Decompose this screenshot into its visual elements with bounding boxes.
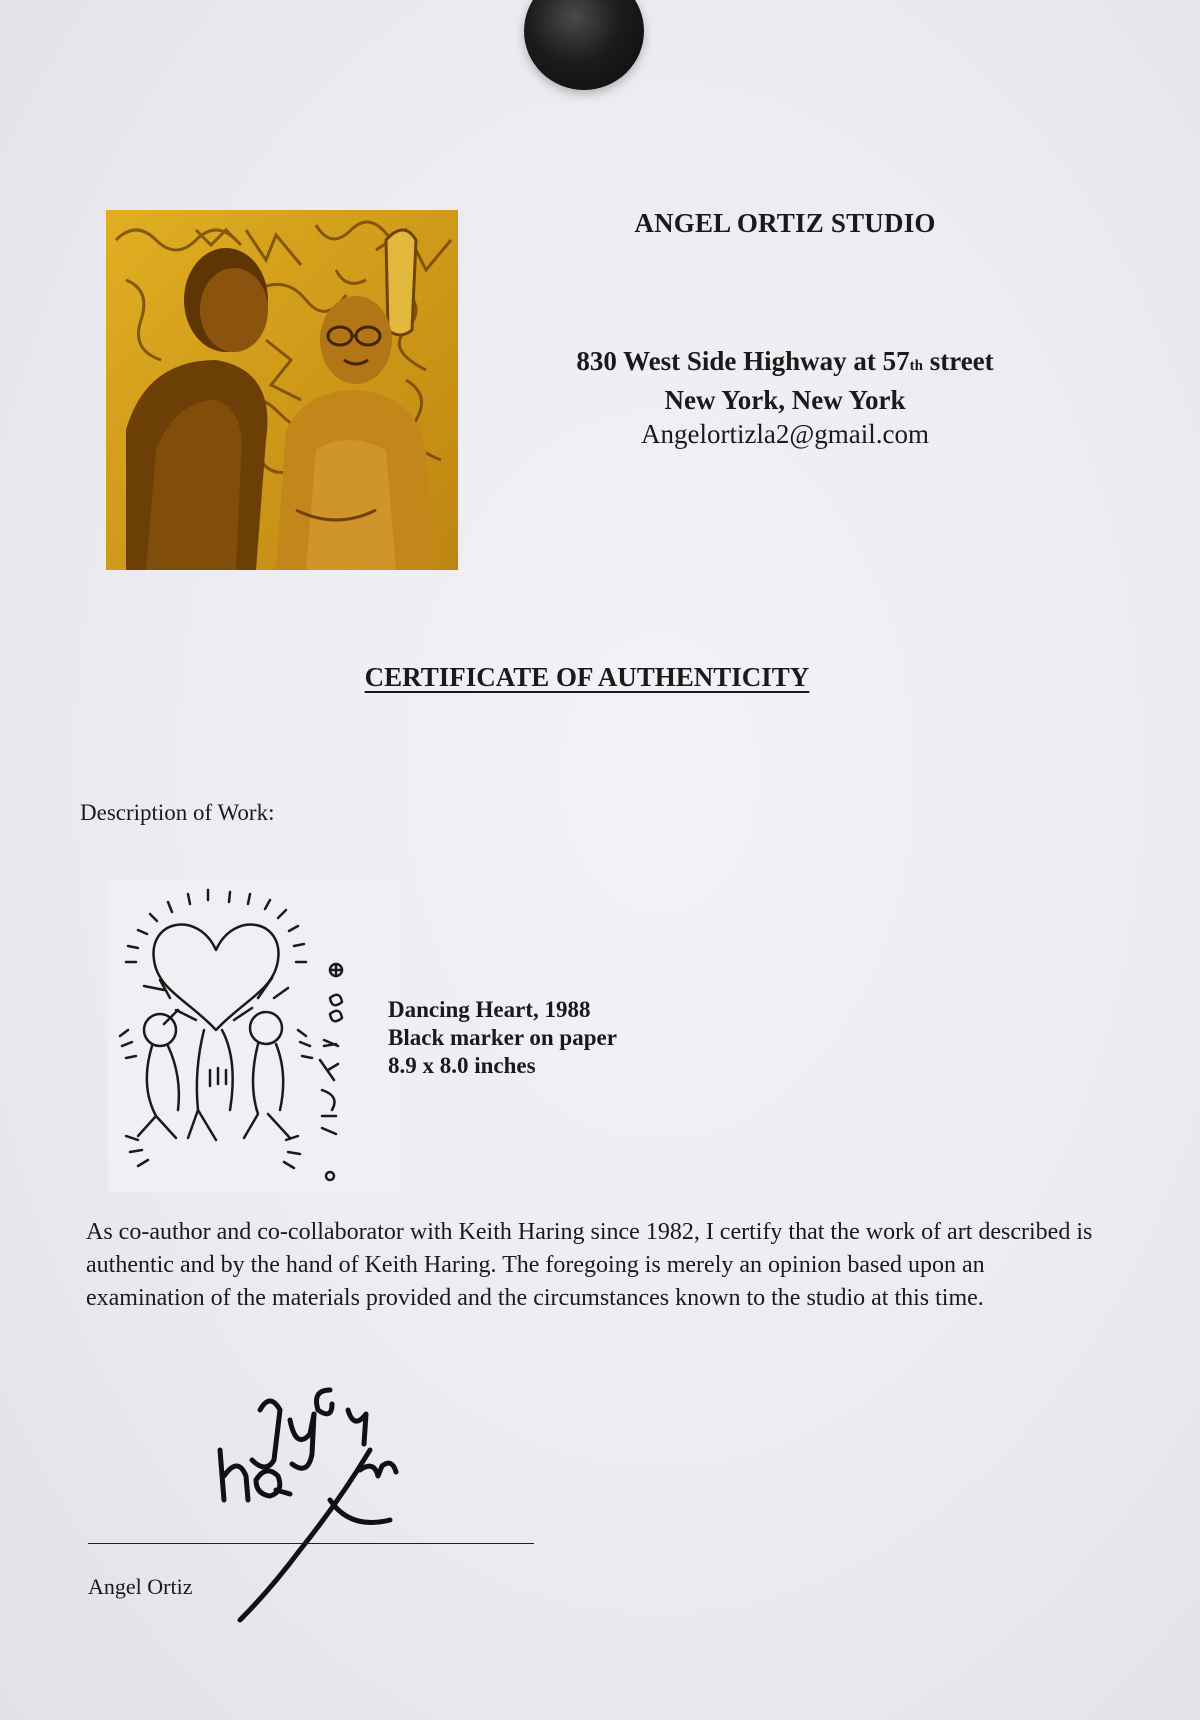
certification-statement: As co-author and co-collaborator with Keith Haring since 1982, I certify that the work of art described is authentic and by the hand of Keith Haring. The foregoing is merely an opinion based upon an examination of the materials provided and the circumstances known to the studio at this time. (86, 1219, 1093, 1311)
handwritten-signature (210, 1380, 440, 1630)
address-street: 830 West Side Highway at 57 (576, 346, 910, 376)
studio-address (520, 344, 1050, 451)
address-city: New York, New York (664, 385, 906, 415)
address-street-tail: street (922, 346, 994, 376)
work-dimensions: 8.9 x 8.0 inches (388, 1053, 536, 1078)
work-details (388, 996, 617, 1080)
studio-photo (106, 210, 458, 570)
address-street-line (520, 344, 1050, 383)
certificate-title: CERTIFICATE OF AUTHENTICITY (364, 662, 810, 692)
signature-line (88, 1543, 534, 1544)
studio-email: Angelortizla2@gmail.com (640, 419, 930, 449)
signature-drawing (210, 1380, 440, 1630)
studio-photo-image (106, 210, 458, 570)
address-ordinal: th (909, 358, 923, 374)
artwork-image (108, 880, 398, 1192)
signer-name: Angel Ortiz (88, 1574, 193, 1599)
studio-name: ANGEL ORTIZ STUDIO (634, 208, 936, 238)
dancing-heart-drawing (108, 880, 398, 1192)
description-label: Description of Work: (80, 800, 275, 825)
work-medium: Black marker on paper (388, 1025, 617, 1050)
pushpin-icon (524, 0, 644, 90)
work-title: Dancing Heart, 1988 (388, 997, 591, 1022)
